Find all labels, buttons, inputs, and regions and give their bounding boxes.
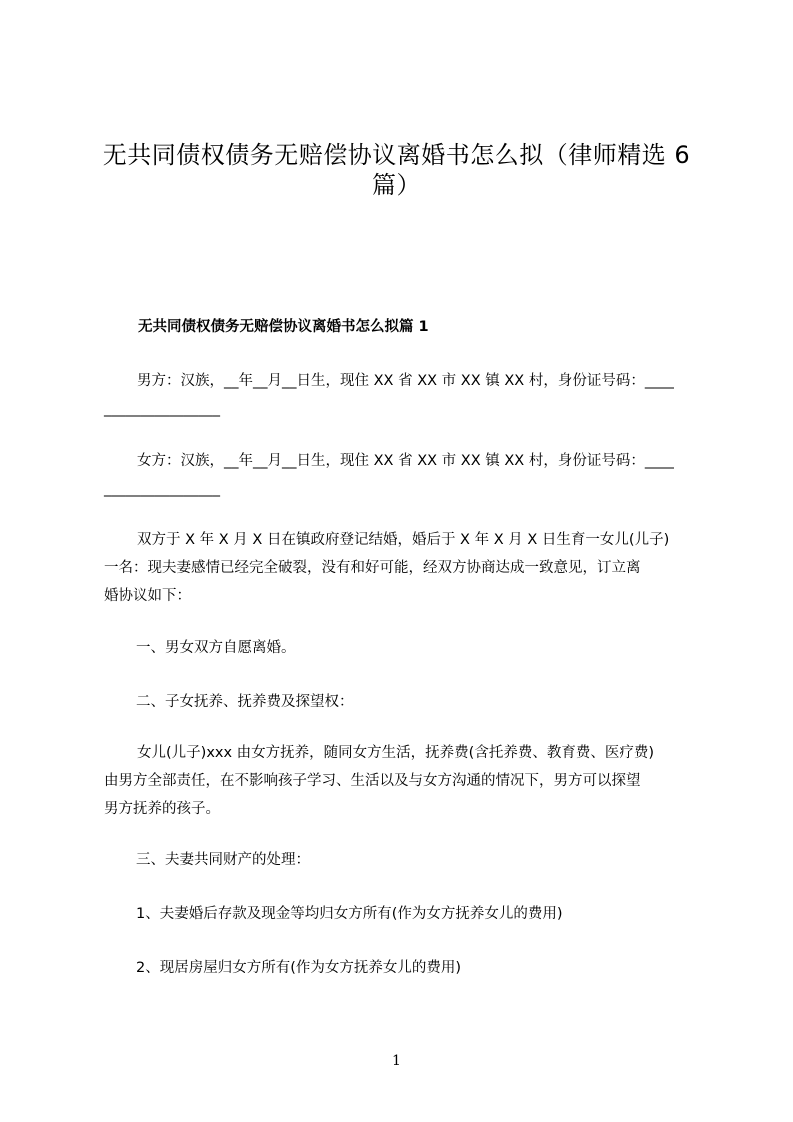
clause-3: 三、夫妻共同财产的处理：	[136, 852, 310, 868]
custody-paragraph	[104, 739, 713, 823]
document-title	[100, 140, 693, 200]
female-party-line-2: ________________	[104, 481, 220, 497]
title-line-2: 篇）	[372, 171, 421, 199]
page-number: 1	[392, 1053, 401, 1069]
custody-line-1: 女儿(儿子)xxx 由女方抚养，随同女方生活，抚养费(含托养费、教育费、医疗费)	[137, 745, 654, 761]
intro-line-1: 双方于 X 年 X 月 X 日在镇政府登记结婚，婚后于 X 年 X 月 X 日生育一女儿(儿子)	[137, 532, 670, 548]
custody-line-2: 由男方全部责任，在不影响孩子学习、生活以及与女方沟通的情况下，男方可以探望	[104, 773, 641, 789]
property-item-2: 2、现居房屋归女方所有(作为女方抚养女儿的费用)	[136, 960, 462, 976]
intro-paragraph	[104, 526, 713, 610]
title-line-1: 无共同债权债务无赔偿协议离婚书怎么拟（律师精选 6	[102, 141, 691, 169]
male-party-paragraph	[104, 367, 713, 423]
property-item-1: 1、夫妻婚后存款及现金等均归女方所有(作为女方抚养女儿的费用)	[136, 906, 563, 922]
female-party-paragraph	[104, 447, 713, 503]
custody-line-3: 男方抚养的孩子。	[104, 801, 220, 817]
section-heading: 无共同债权债务无赔偿协议离婚书怎么拟篇 1	[138, 319, 429, 335]
female-party-line-1: 女方：汉族，__年__月__日生，现住 XX 省 XX 市 XX 镇 XX 村，身份证号码：____	[137, 453, 674, 469]
intro-line-3: 婚协议如下：	[104, 588, 191, 604]
male-party-line-2: ________________	[104, 401, 220, 417]
intro-line-2: 一名：现夫妻感情已经完全破裂，没有和好可能，经双方协商达成一致意见，订立离	[104, 560, 641, 576]
clause-1: 一、男女双方自愿离婚。	[136, 640, 296, 656]
clause-2: 二、子女抚养、抚养费及探望权：	[136, 694, 354, 710]
male-party-line-1: 男方：汉族，__年__月__日生，现住 XX 省 XX 市 XX 镇 XX 村，身份证号码：____	[137, 373, 674, 389]
